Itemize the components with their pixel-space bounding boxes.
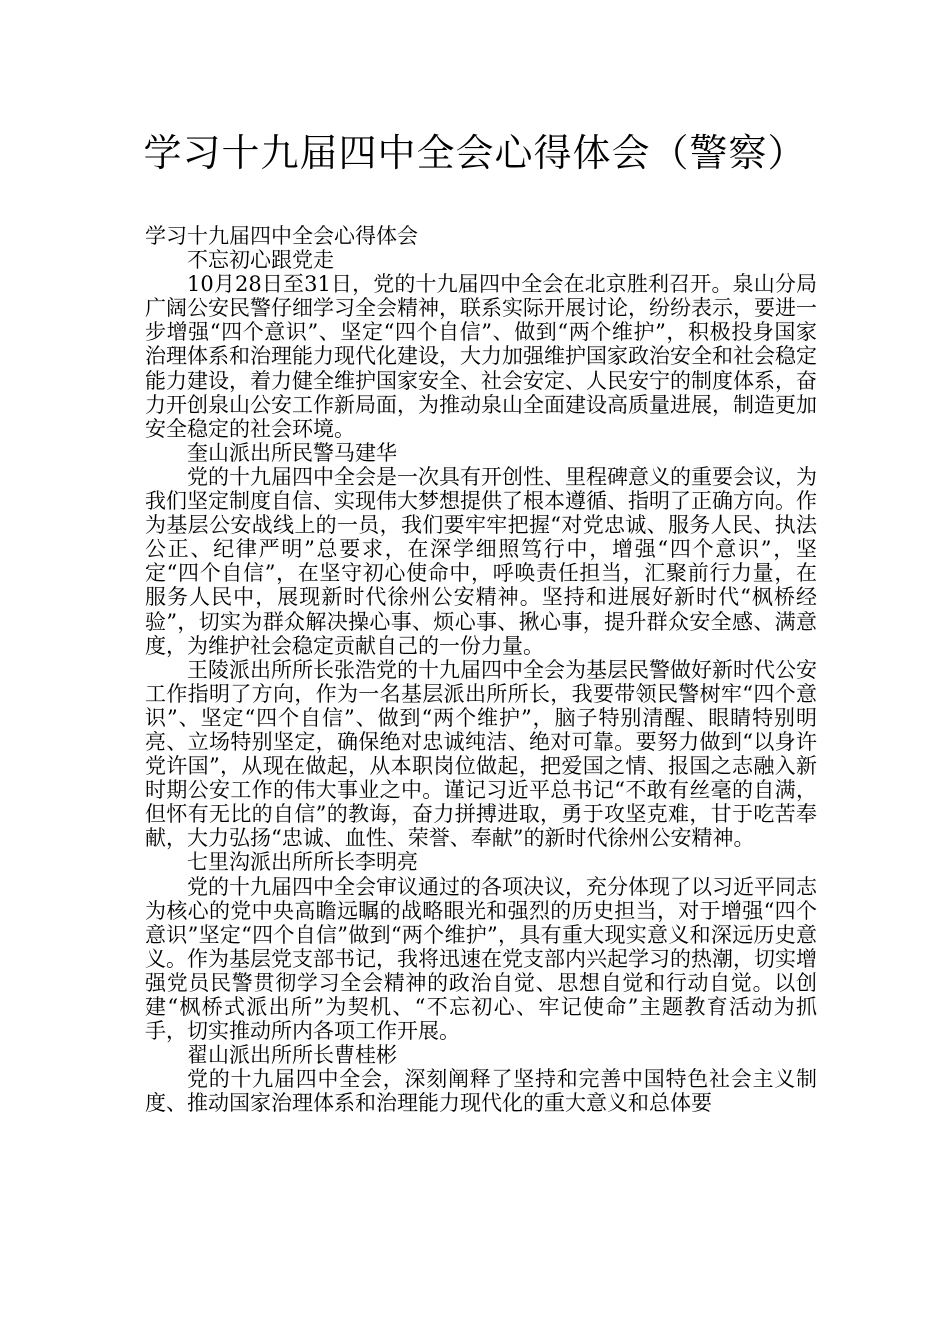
paragraph: 王陵派出所所长张浩党的十九届四中全会为基层民警做好新时代公安工作指明了方向，作为一名基层派出所所长，我要带领民警树牢“四个意识”、坚定“四个自信”、做到“两个维护”，脑子特别清醒、眼睛特别明亮、立场特别坚定，确保绝对忠诚纯洁、绝对可靠。要努力做到“以身许党许国”，从现在做起，从本职岗位做起，把爱国之情、报国之志融入新时期公安工作的伟大事业之中。谨记习近平总书记“不敢有丝毫的自满，但怀有无比的自信”的教诲，奋力拼搏进取，勇于攻坚克难，甘于吃苦奉献，大力弘扬“忠诚、血性、荣誉、奉献”的新时代徐州公安精神。 xyxy=(145,657,817,851)
paragraph: 奎山派出所民警马建华 xyxy=(187,440,397,465)
paragraph: 10月28日至31日，党的十九届四中全会在北京胜利召开。泉山分局广阔公安民警仔细学习全会精神，联系实际开展讨论，纷纷表示，要进一步增强“四个意识”、坚定“四个自信”、做到“两个维护”，积极投身国家治理体系和治理能力现代化建设，大力加强维护国家政治安全和社会稳定能力建设，着力健全维护国家安全、社会安定、人民安宁的制度体系，奋力开创泉山公安工作新局面，为推动泉山全面建设高质量进展，制造更加安全稳定的社会环境。 xyxy=(145,272,817,441)
paragraph: 翟山派出所所长曹桂彬 xyxy=(187,1043,397,1068)
paragraph: 党的十九届四中全会是一次具有开创性、里程碑意义的重要会议，为我们坚定制度自信、实现伟大梦想提供了根本遵循、指明了正确方向。作为基层公安战线上的一员，我们要牢牢把握“对党忠诚、服务人民、执法公正、纪律严明”总要求，在深学细照笃行中，增强“四个意识”，坚定“四个自信”，在坚守初心使命中，呼唤责任担当，汇聚前行力量，在服务人民中，展现新时代徐州公安精神。坚持和进展好新时代“枫桥经验”，切实为群众解决操心事、烦心事、揪心事，提升群众安全感、满意度，为维护社会稳定贡献自己的一份力量。 xyxy=(145,464,817,658)
paragraph: 党的十九届四中全会审议通过的各项决议，充分体现了以习近平同志为核心的党中央高瞻远瞩的战略眼光和强烈的历史担当，对于增强“四个意识”坚定“四个自信”做到“两个维护”，具有重大现实意义和深远历史意义。作为基层党支部书记，我将迅速在党支部内兴起学习的热潮，切实增强党员民警贯彻学习全会精神的政治自觉、思想自觉和行动自觉。以创建“枫桥式派出所”为契机、“不忘初心、牢记使命”主题教育活动为抓手，切实推动所内各项工作开展。 xyxy=(145,874,817,1044)
document-title: 学习十九届四中全会心得体会（警察） xyxy=(143,131,807,175)
paragraph: 七里沟派出所所长李明亮 xyxy=(187,850,418,875)
paragraph: 党的十九届四中全会，深刻阐释了坚持和完善中国特色社会主义制度、推动国家治理体系和治理能力现代化的重大意义和总体要 xyxy=(145,1067,817,1116)
paragraph: 学习十九届四中全会心得体会 xyxy=(145,224,418,248)
document-body xyxy=(145,224,817,1115)
paragraph: 不忘初心跟党走 xyxy=(187,248,334,273)
